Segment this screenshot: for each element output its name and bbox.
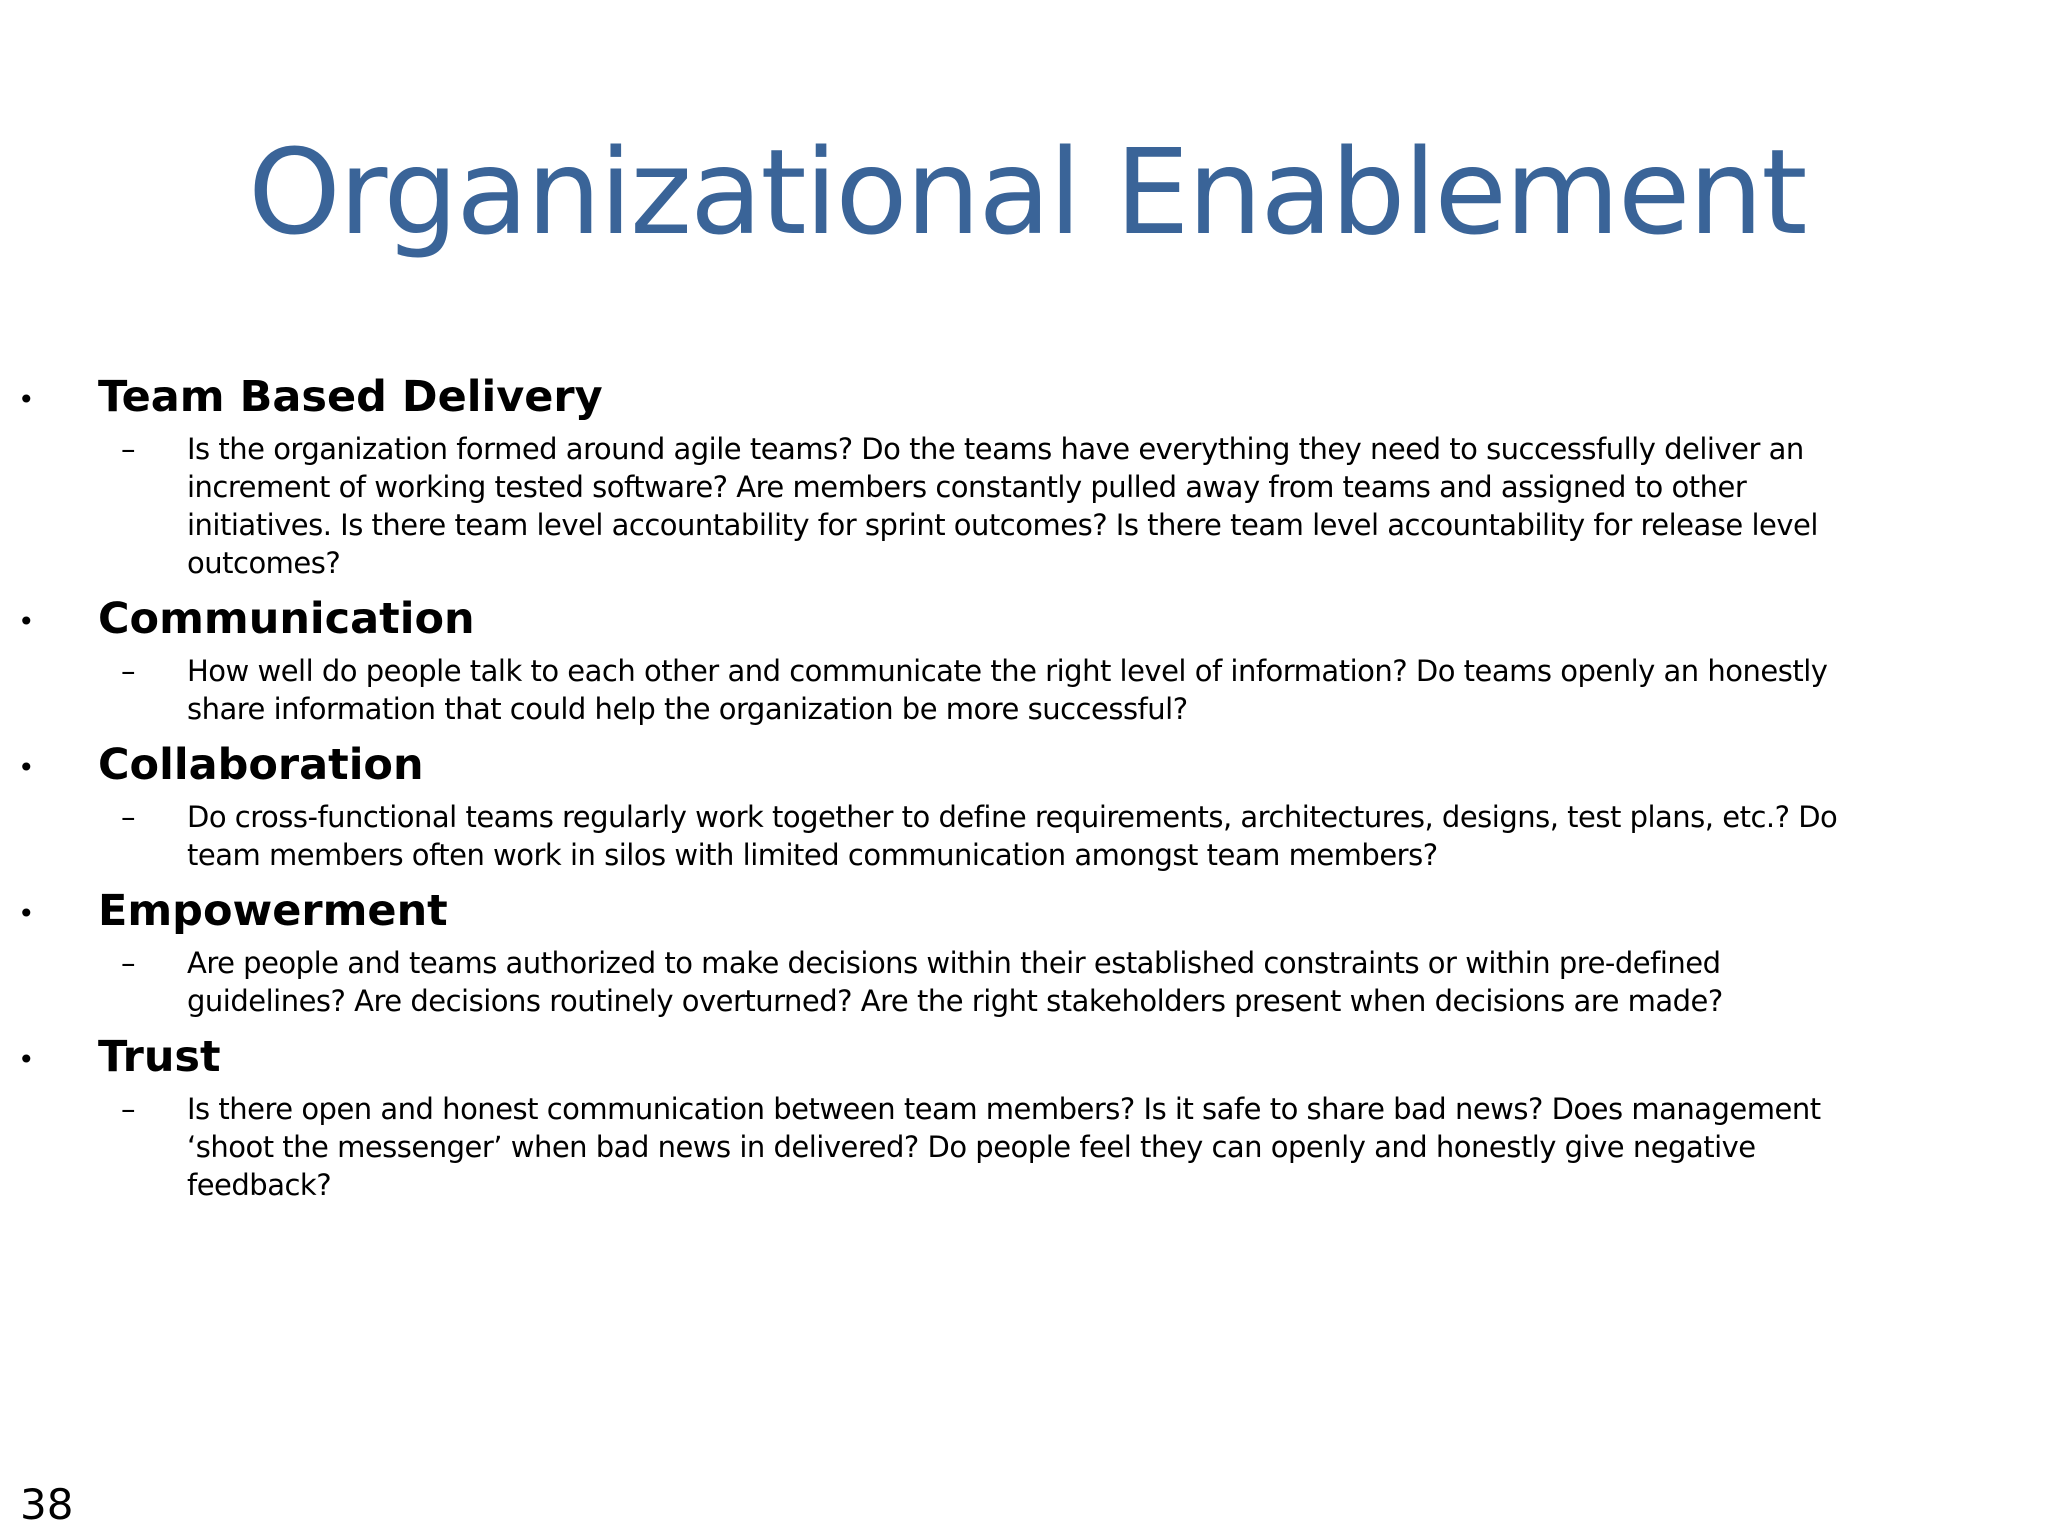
sub-bullet (18, 652, 1898, 732)
bullet-row (18, 736, 1898, 798)
bullet-item-trust (18, 1028, 1898, 1208)
bullet-row (18, 882, 1898, 944)
bullet-dot-icon: • (18, 605, 35, 638)
dash-icon: – (121, 1092, 136, 1126)
dash-icon: – (121, 432, 136, 466)
sub-bullet (18, 944, 1898, 1024)
bullet-row (18, 1028, 1898, 1090)
bullet-item-empowerment (18, 882, 1898, 1024)
bullet-row (18, 368, 1898, 430)
slide-title: Organizational Enablement (248, 123, 1806, 261)
sub-bullet (18, 430, 1898, 586)
bullet-item-communication (18, 590, 1898, 732)
page-number: 38 (20, 1480, 74, 1529)
bullet-heading: Empowerment (98, 886, 448, 936)
bullet-list (18, 368, 1898, 1208)
bullet-item-collaboration (18, 736, 1898, 878)
sub-bullet-text: Is the organization formed around agile teams? Do the teams have everything they need to successfully deliver an increment of working tested software? Are members constantly pulled away from teams and assigned to other initiatives. Is there team level accountability for sprint outcomes? Is there team level accountability for release level outcomes? (187, 432, 1818, 580)
bullet-item-team-based-delivery (18, 368, 1898, 586)
bullet-heading: Communication (98, 594, 475, 644)
dash-icon: – (121, 654, 136, 688)
sub-bullet (18, 798, 1898, 878)
bullet-heading: Collaboration (98, 740, 424, 790)
bullet-dot-icon: • (18, 383, 35, 416)
dash-icon: – (121, 946, 136, 980)
bullet-row (18, 590, 1898, 652)
bullet-dot-icon: • (18, 1043, 35, 1076)
sub-bullet-text: Do cross-functional teams regularly work together to define requirements, architectures, designs, test plans, etc.? Do team members often work in silos with limited communication amongst team members? (187, 800, 1838, 872)
sub-bullet-text: Is there open and honest communication between team members? Is it safe to share bad news? Does management ‘shoot the messenger’ when bad news in delivered? Do people feel they can openly and honestly give negative feedback? (187, 1092, 1821, 1202)
bullet-heading: Trust (98, 1032, 221, 1082)
bullet-dot-icon: • (18, 897, 35, 930)
sub-bullet-text: Are people and teams authorized to make decisions within their established constraints or within pre-defined guidelines? Are decisions routinely overturned? Are the right stakeholders present when decisions are made? (187, 946, 1723, 1018)
sub-bullet (18, 1090, 1898, 1208)
bullet-dot-icon: • (18, 751, 35, 784)
sub-bullet-text: How well do people talk to each other and communicate the right level of information? Do teams openly an honestly share information that could help the organization be more successful? (187, 654, 1828, 726)
bullet-heading: Team Based Delivery (98, 372, 603, 422)
dash-icon: – (121, 800, 136, 834)
